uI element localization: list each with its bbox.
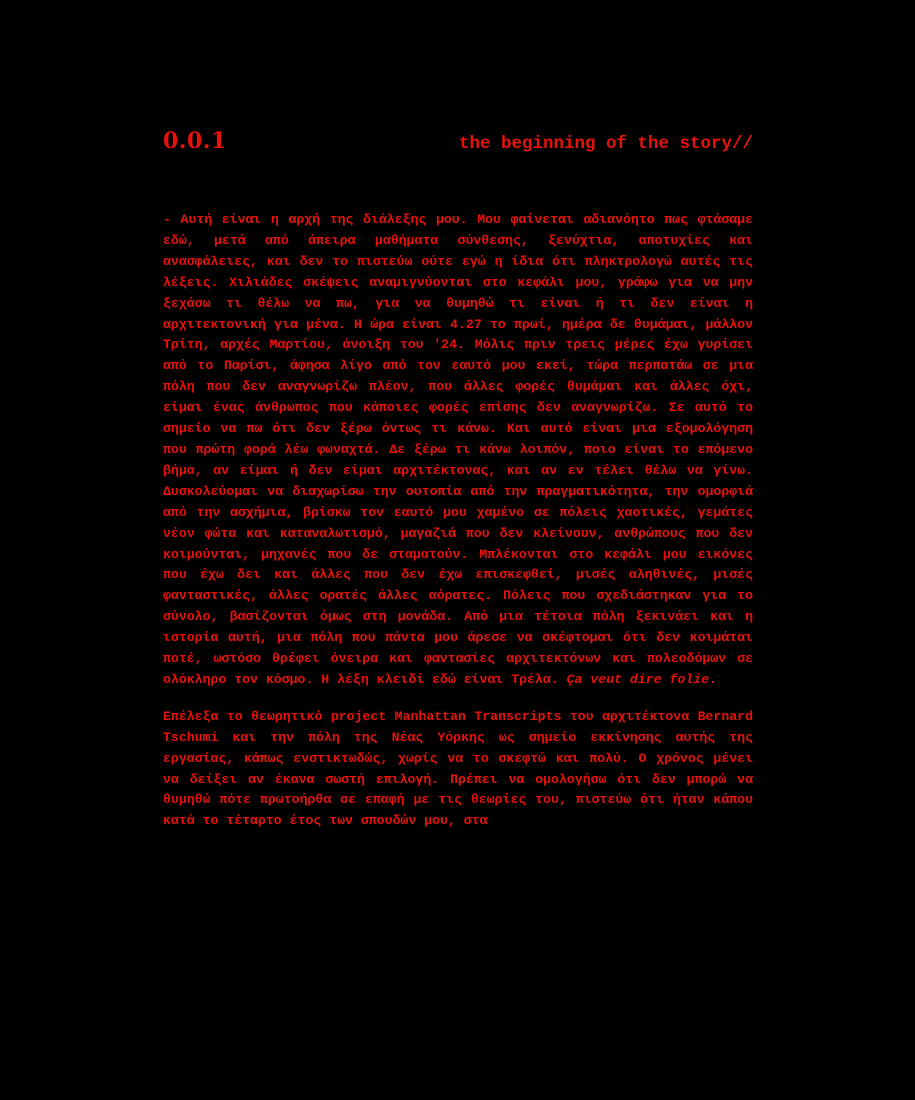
paragraph-2-text: Επέλεξα το θεωρητικό project Manhattan Transcripts του αρχιτέκτονα Bernard Tschumi και την πόλη της Νέας Υόρκης ως σημείο εκκίνησης αυτής της εργασίας, κάπως ενστικτωδώς, χωρίς να το σκεφτώ και πολύ. Ο χρόνος μένει να δείξει αν έκανα σωστή επιλογή. Πρέπει να ομολογήσω ότι δεν μπορώ να θυμηθώ πότε πρωτοήρθα σε επαφή με τις θεωρίες του, πιστεύω ότι ήταν κάπου κατά το τέταρτο έτος των σπουδών μου, στα	[163, 708, 753, 829]
paragraph-1-text: - Αυτή είναι η αρχή της διάλεξης μου. Μου φαίνεται αδιανόητο πως φτάσαμε εδώ, μετά από άπειρα μαθήματα σύνθεσης, ξενύχτια, αποτυχίες και ανασφάλειες, και δεν το πιστεύω ούτε εγώ η ίδια ότι πληκτρολογώ αυτές τις λέξεις. Χιλιάδες σκέψεις αναμιγνύονται στο κεφάλι μου, γράφω για να μην ξεχάσω τι θέλω να πω, για να θυμηθώ τι είναι ή τι δεν είναι η αρχιτεκτονική για μένα. Η ώρα είναι 4.27 το πρωί, ημέρα δε θυμάμαι, μάλλον Τρίτη, αρχές Μαρτίου, άνοιξη του '24. Μόλις πριν τρεις μέρες έχω γυρίσει από το Παρίσι, άφησα λίγο από τον εαυτό μου εκεί, τώρα περπατάω σε μια πόλη που δεν αναγνωρίζω πλέον, που άλλες φορές θυμάμαι και άλλες όχι, είμαι ένας άνθρωπος που κάποιες φορές επίσης δεν αναγνωρίζω. Σε αυτό το σημείο να πω ότι δεν ξέρω όντως τι κάνω. Και αυτό είναι μια εξομολόγηση που πρώτη φορά λέω φωναχτά. Δε ξέρω τι κάνω λοιπόν, ποιο είναι το επόμενο βήμα, αν είμαι ή δεν είμαι αρχιτέκτονας, και αν εν τέλει θέλω να γίνω. Δυσκολεύομαι να διαχωρίσω την ουτοπία από την πραγματικότητα, την ομορφιά από την ασχήμια, βρίσκω τον εαυτό μου χαμένο σε πόλεις χαοτικές, γεμάτες νέον φώτα και καταναλωτισμό, μαγαζιά που δεν κλείνουν, ανθρώπους που δεν κοιμούνται, μηχανές που δε σταματούν. Μπλέκονται στο κεφάλι μου εικόνες που έχω δει και άλλες που δεν έχω επισκεφθεί, μισές αληθινές, μισές φανταστικές, άλλες ορατές άλλες αόρατες. Πόλεις που σχεδιάστηκαν για το σύνολο, βασίζονται όμως στη μονάδα. Από μια τέτοια πόλη ξεκινάει και η ιστορία αυτή, μια πόλη που πάντα μου άρεσε να σκέφτομαι ότι δεν κοιμάται ποτέ, ωστόσο θρέφει όνειρα και φαντασίες αρχιτεκτόνων και πολεοδόμων σε ολόκληρο τον κόσμο. Η λέξη κλειδί εδώ είναι Τρέλα.	[163, 212, 753, 687]
paragraph-1-trailing: .	[709, 671, 717, 687]
paragraph-1	[163, 210, 753, 691]
chapter-header	[163, 128, 753, 168]
document-page	[163, 128, 753, 832]
chapter-title: the beginning of the story//	[458, 134, 753, 154]
paragraph-1-italic-phrase: Ça veut dire folie	[566, 671, 710, 687]
paragraph-2	[163, 707, 753, 832]
body-text	[163, 210, 753, 832]
chapter-number: 0.0.1	[163, 128, 227, 154]
